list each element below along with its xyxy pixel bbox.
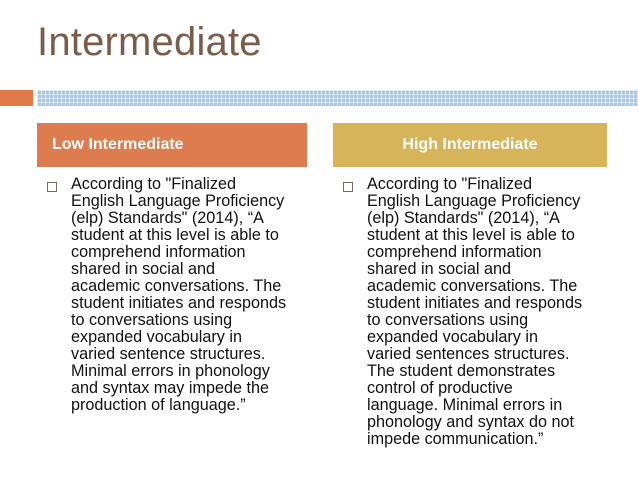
bullet-low-intermediate (47, 176, 317, 414)
divider-accent-blue (37, 90, 638, 106)
divider-accent-orange (0, 90, 33, 106)
bullet-text-low: According to "Finalized English Language Proficiency (elp) Standards" (2014), “A student at this level is able to comprehend information shared in social and academic conversations. The student initiates and responds to conversations using expanded vocabulary in varied sentence structures. Minimal errors in phonology and syntax may impede the production of language.” (71, 175, 287, 414)
square-bullet-icon (343, 182, 353, 192)
bullet-high-intermediate (343, 176, 613, 448)
square-bullet-icon (47, 182, 57, 192)
slide-title: Intermediate (37, 20, 262, 64)
bullet-text-high: According to "Finalized English Language Proficiency (elp) Standards" (2014), “A student at this level is able to comprehend information shared in social and academic conversations. The student initiates and responds to conversations using expanded vocabulary in varied sentences structures. The student demonstrates control of productive language. Minimal errors in phonology and syntax do not impede communication.” (367, 175, 583, 448)
header-low-intermediate: Low Intermediate (37, 123, 307, 167)
title-divider (0, 90, 638, 106)
header-high-intermediate: High Intermediate (333, 123, 607, 167)
